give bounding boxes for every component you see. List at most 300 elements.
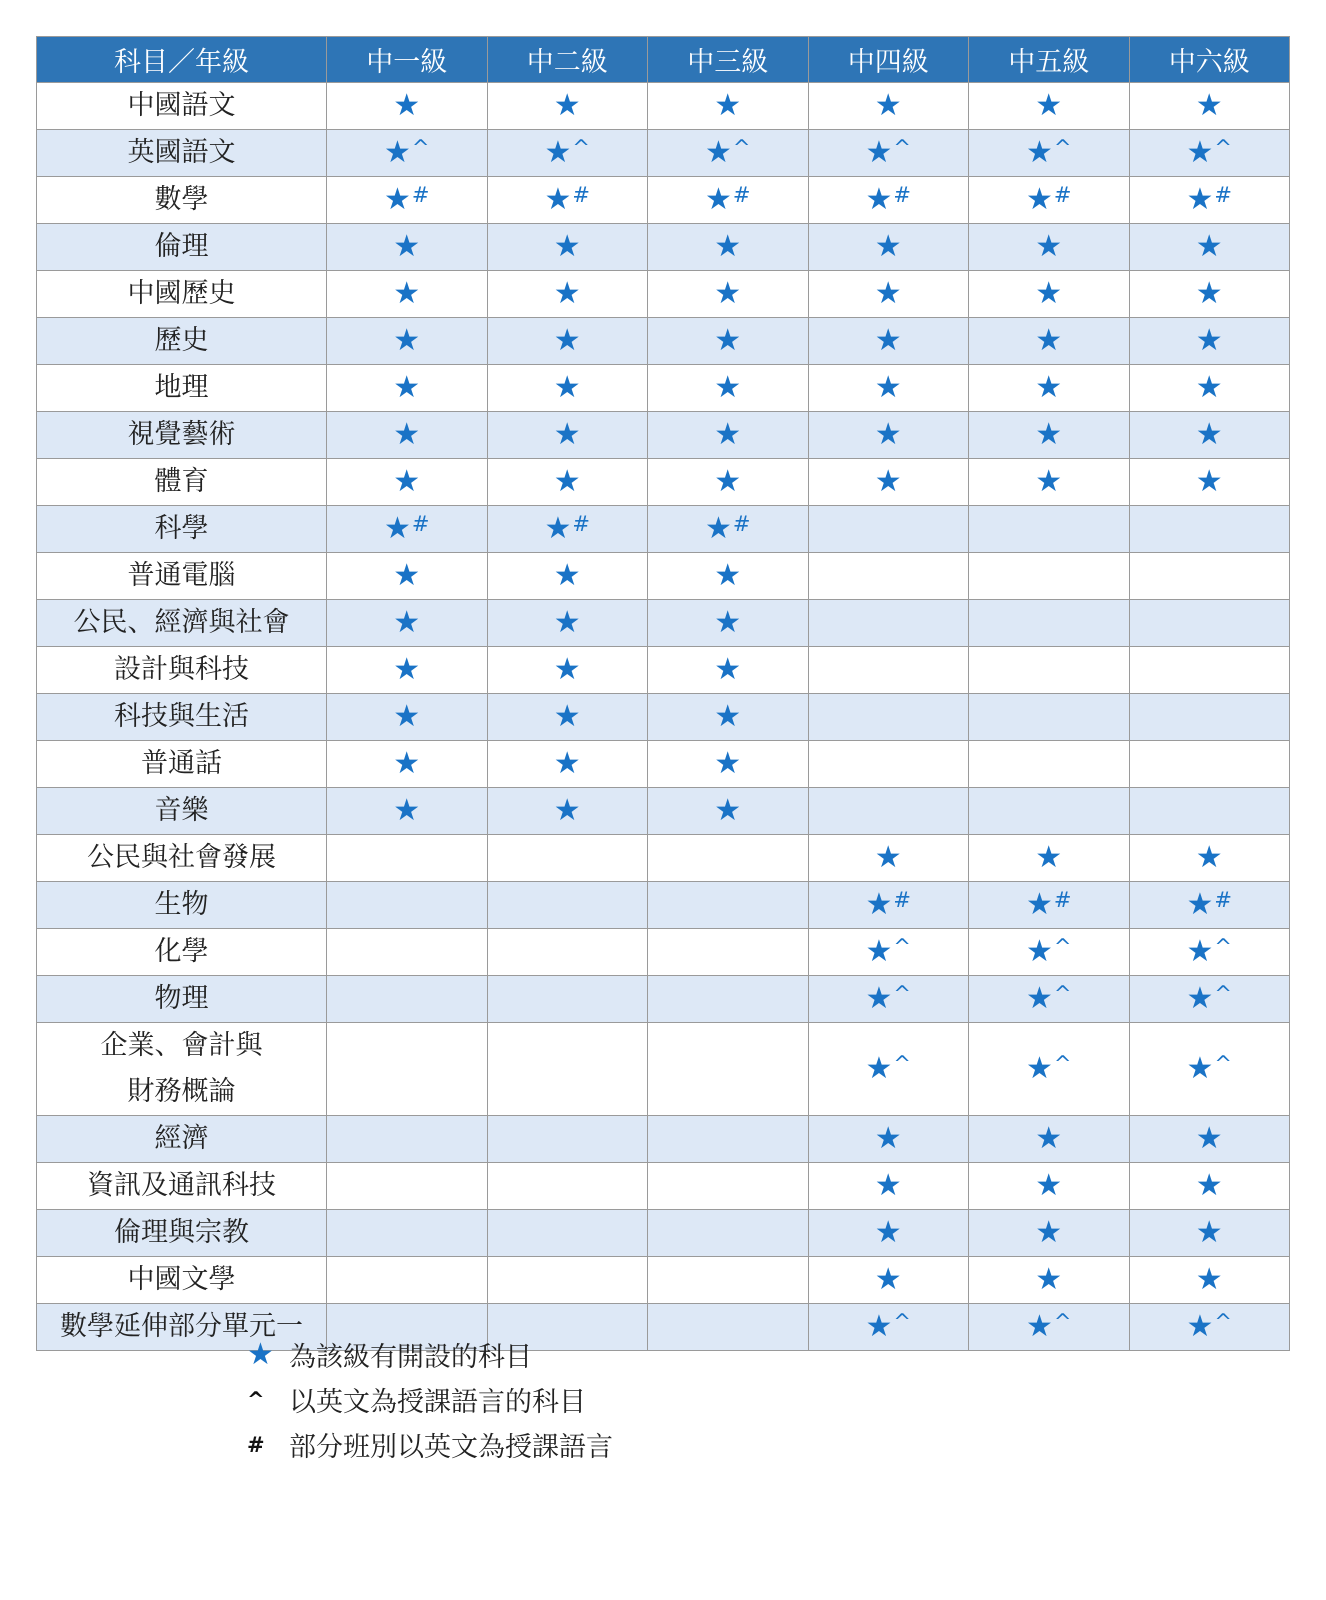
star-icon: ★ [1025,182,1053,217]
subject-name [37,741,327,788]
subject-name-line: 音樂 [154,795,209,826]
star-icon: ★ [865,1051,893,1086]
star-icon: ★ [704,182,732,217]
subject-name [37,83,327,130]
star-icon: ★ [393,699,421,734]
table-row [37,412,1290,459]
grade-cell-s1 [327,1210,488,1257]
grade-cell-s1 [327,1023,488,1116]
table-row [37,741,1290,788]
grade-cell-s5 [969,741,1130,788]
star-icon: ★ [1186,981,1214,1016]
star-icon: ★ [1035,1168,1063,1203]
grade-cell-s2 [487,1023,648,1116]
subject-name-line: 經濟 [154,1123,209,1154]
star-icon: ★ [714,370,742,405]
grade-cell-s3 [648,177,809,224]
star-icon: ★ [874,88,902,123]
table-row [37,835,1290,882]
grade-cell-s2 [487,976,648,1023]
grade-cell-s5 [969,459,1130,506]
star-icon: ★ [544,182,572,217]
subject-name [37,600,327,647]
subject-name-line: 科技與生活 [114,701,249,732]
subject-name-line: 設計與科技 [114,654,249,685]
grade-cell-s3 [648,1116,809,1163]
star-icon: ★ [553,464,581,499]
star-icon: ★ [393,229,421,264]
grade-cell-s1 [327,412,488,459]
grade-cell-s2 [487,1163,648,1210]
table-row [37,130,1290,177]
subject-name [37,929,327,976]
star-icon: ★ [1025,1309,1053,1344]
grade-cell-s1 [327,1116,488,1163]
star-icon: ★ [714,605,742,640]
subject-name-line: 企業、會計與 [100,1030,263,1061]
star-icon: ★ [553,88,581,123]
subject-name [37,130,327,177]
subject-name-line: 資訊及通訊科技 [87,1170,276,1201]
star-icon: ★ [1186,135,1214,170]
star-icon: ★ [865,887,893,922]
grade-cell-s2 [487,459,648,506]
grade-cell-s3 [648,365,809,412]
table-row [37,1023,1290,1116]
subject-name [37,224,327,271]
grade-cell-s6 [1129,1304,1290,1351]
grade-cell-s5 [969,600,1130,647]
grade-cell-s1 [327,976,488,1023]
star-icon: ★ [247,1337,274,1372]
partial-english-marker: # [732,183,751,207]
grade-cell-s3 [648,318,809,365]
grade-cell-s3 [648,1257,809,1304]
table-row [37,177,1290,224]
grade-cell-s5 [969,271,1130,318]
star-icon: ★ [553,699,581,734]
star-icon: ★ [1195,1215,1223,1250]
legend-item-offered [247,1332,613,1377]
star-icon: ★ [393,746,421,781]
grade-cell-s1 [327,271,488,318]
grade-cell-s1 [327,741,488,788]
grade-cell-s1 [327,1257,488,1304]
grade-cell-s2 [487,130,648,177]
table-row [37,1210,1290,1257]
grade-cell-s4 [808,600,969,647]
grade-cell-s3 [648,459,809,506]
star-icon: ★ [1195,417,1223,452]
partial-english-marker: # [732,512,751,536]
star-icon: ★ [874,1121,902,1156]
english-medium-marker: ^ [1053,136,1072,160]
grade-cell-s3 [648,553,809,600]
star-icon: ★ [1035,1262,1063,1297]
subject-name [37,882,327,929]
partial-english-marker: # [411,512,430,536]
star-icon: ★ [544,511,572,546]
grade-cell-s3 [648,83,809,130]
grade-cell-s3 [648,694,809,741]
grade-cell-s1 [327,459,488,506]
table-row [37,506,1290,553]
star-icon: ★ [1186,934,1214,969]
star-icon: ★ [1035,1215,1063,1250]
star-icon: ★ [1035,464,1063,499]
grade-cell-s2 [487,271,648,318]
star-icon: ★ [865,182,893,217]
table-row [37,318,1290,365]
grade-cell-s6 [1129,318,1290,365]
grade-cell-s1 [327,224,488,271]
legend-text-partial-english: 部分班別以英文為授課語言 [289,1432,613,1463]
subject-name [37,412,327,459]
partial-english-marker: # [572,512,590,536]
grade-cell-s5 [969,177,1130,224]
subject-name [37,459,327,506]
grade-cell-s5 [969,1163,1130,1210]
grade-cell-s6 [1129,1023,1290,1116]
grade-header-s1: 中一級 [327,37,488,83]
star-icon: ★ [865,934,893,969]
star-icon: ★ [874,276,902,311]
subject-name-line: 體育 [154,466,209,497]
grade-cell-s3 [648,788,809,835]
grade-cell-s4 [808,1304,969,1351]
grade-cell-s6 [1129,741,1290,788]
grade-cell-s5 [969,224,1130,271]
grade-cell-s4 [808,835,969,882]
partial-english-marker: # [572,183,590,207]
grade-cell-s2 [487,412,648,459]
star-icon: ★ [714,88,742,123]
grade-cell-s1 [327,882,488,929]
grade-cell-s1 [327,788,488,835]
star-icon: ★ [865,1309,893,1344]
grade-cell-s4 [808,976,969,1023]
english-medium-marker: ^ [893,136,911,160]
grade-cell-s5 [969,647,1130,694]
star-icon: ★ [393,323,421,358]
grade-cell-s6 [1129,553,1290,600]
table-row [37,1163,1290,1210]
star-icon: ★ [1186,1051,1214,1086]
star-icon: ★ [1186,182,1214,217]
star-icon: ★ [553,793,581,828]
star-icon: ★ [553,558,581,593]
grade-cell-s5 [969,929,1130,976]
star-icon: ★ [714,699,742,734]
star-icon: ★ [393,605,421,640]
subject-name-line: 中國文學 [127,1264,236,1295]
grade-cell-s4 [808,459,969,506]
english-medium-marker: ^ [893,1052,911,1076]
subject-name-line: 生物 [154,889,209,920]
subject-name [37,506,327,553]
star-icon: ★ [874,229,902,264]
grade-cell-s3 [648,882,809,929]
grade-cell-s4 [808,224,969,271]
grade-cell-s2 [487,741,648,788]
grade-cell-s5 [969,835,1130,882]
subject-name-line: 倫理與宗教 [114,1217,249,1248]
table-row [37,600,1290,647]
star-icon: ★ [714,276,742,311]
grade-cell-s4 [808,271,969,318]
grade-cell-s5 [969,83,1130,130]
subject-name-line: 中國歷史 [127,278,236,309]
grade-cell-s6 [1129,412,1290,459]
grade-cell-s3 [648,600,809,647]
star-icon: ★ [1195,229,1223,264]
table-row [37,788,1290,835]
english-medium-marker: ^ [893,1310,911,1334]
table-row [37,694,1290,741]
table-row [37,1304,1290,1351]
grade-cell-s1 [327,835,488,882]
star-icon: ★ [544,135,572,170]
english-medium-marker: ^ [411,136,430,160]
star-icon: ★ [714,323,742,358]
table-row [37,647,1290,694]
caret-symbol: ^ [247,1387,265,1412]
subject-name-line: 數學延伸部分單元一 [60,1311,303,1342]
grade-cell-s6 [1129,647,1290,694]
grade-cell-s1 [327,694,488,741]
star-icon: ★ [1025,135,1053,170]
grade-cell-s3 [648,929,809,976]
subject-name-line: 公民與社會發展 [87,842,276,873]
star-icon: ★ [865,981,893,1016]
star-icon: ★ [1195,1168,1223,1203]
star-icon: ★ [383,182,411,217]
grade-cell-s3 [648,1304,809,1351]
grade-cell-s6 [1129,365,1290,412]
grade-cell-s6 [1129,835,1290,882]
partial-english-marker: # [1053,888,1072,912]
partial-english-marker: # [893,183,911,207]
grade-cell-s5 [969,1304,1130,1351]
grade-cell-s6 [1129,224,1290,271]
star-icon: ★ [553,605,581,640]
star-icon: ★ [874,464,902,499]
subject-name [37,365,327,412]
grade-cell-s5 [969,1116,1130,1163]
star-icon: ★ [714,746,742,781]
grade-cell-s1 [327,553,488,600]
subject-name-line: 歷史 [154,325,209,356]
star-icon: ★ [1035,88,1063,123]
grade-cell-s1 [327,506,488,553]
grade-cell-s6 [1129,882,1290,929]
grade-cell-s4 [808,1210,969,1257]
grade-cell-s2 [487,553,648,600]
subject-name [37,694,327,741]
grade-cell-s4 [808,1023,969,1116]
table-row [37,459,1290,506]
subject-name-line: 物理 [154,983,209,1014]
grade-cell-s2 [487,1116,648,1163]
english-medium-marker: ^ [1214,935,1232,959]
header-row [37,37,1290,83]
grade-cell-s2 [487,1257,648,1304]
subject-name [37,271,327,318]
grade-cell-s4 [808,83,969,130]
star-icon: ★ [1035,1121,1063,1156]
grade-cell-s6 [1129,83,1290,130]
star-icon: ★ [714,652,742,687]
subject-name [37,976,327,1023]
subject-name-line: 倫理 [154,231,209,262]
grade-cell-s6 [1129,459,1290,506]
grade-cell-s6 [1129,1210,1290,1257]
star-icon: ★ [1195,464,1223,499]
star-icon: ★ [393,88,421,123]
grade-cell-s4 [808,1257,969,1304]
grade-cell-s4 [808,177,969,224]
grade-cell-s6 [1129,130,1290,177]
table-row [37,882,1290,929]
star-icon: ★ [874,323,902,358]
star-icon: ★ [874,1262,902,1297]
star-icon: ★ [1025,1051,1053,1086]
english-medium-marker: ^ [893,982,911,1006]
star-icon: ★ [704,511,732,546]
grade-cell-s2 [487,224,648,271]
table-row [37,365,1290,412]
grade-cell-s1 [327,130,488,177]
grade-cell-s2 [487,600,648,647]
grade-cell-s4 [808,318,969,365]
star-icon: ★ [874,1215,902,1250]
english-medium-marker: ^ [1053,1310,1072,1334]
star-icon: ★ [393,417,421,452]
grade-cell-s4 [808,412,969,459]
grade-cell-s2 [487,83,648,130]
grade-cell-s3 [648,1210,809,1257]
star-icon: ★ [1186,1309,1214,1344]
subject-name-line: 英國語文 [127,137,236,168]
grade-cell-s6 [1129,788,1290,835]
subject-name [37,1210,327,1257]
grade-cell-s2 [487,1210,648,1257]
grade-cell-s4 [808,647,969,694]
grade-cell-s5 [969,1210,1130,1257]
grade-cell-s1 [327,365,488,412]
star-icon: ★ [1035,370,1063,405]
star-icon: ★ [1035,323,1063,358]
grade-cell-s2 [487,929,648,976]
grade-cell-s6 [1129,1257,1290,1304]
star-icon: ★ [874,840,902,875]
legend-item-english [247,1377,613,1422]
grade-cell-s6 [1129,177,1290,224]
star-icon: ★ [704,135,732,170]
grade-cell-s4 [808,1116,969,1163]
grade-cell-s6 [1129,929,1290,976]
grade-cell-s2 [487,365,648,412]
grade-cell-s2 [487,647,648,694]
subject-name-line: 數學 [154,184,209,215]
grade-cell-s3 [648,1163,809,1210]
grade-cell-s4 [808,506,969,553]
grade-cell-s2 [487,882,648,929]
grade-cell-s5 [969,412,1130,459]
star-icon: ★ [553,323,581,358]
grade-cell-s6 [1129,271,1290,318]
grade-header-s4: 中四級 [808,37,969,83]
table-row [37,929,1290,976]
grade-cell-s2 [487,835,648,882]
grade-cell-s1 [327,177,488,224]
subject-name [37,788,327,835]
grade-cell-s3 [648,271,809,318]
grade-cell-s5 [969,882,1130,929]
grade-cell-s6 [1129,976,1290,1023]
star-icon: ★ [1035,276,1063,311]
english-medium-marker: ^ [732,136,751,160]
star-icon: ★ [714,229,742,264]
star-icon: ★ [393,558,421,593]
grade-cell-s3 [648,224,809,271]
star-icon: ★ [874,417,902,452]
star-icon: ★ [874,1168,902,1203]
grade-cell-s3 [648,976,809,1023]
star-icon: ★ [714,417,742,452]
table-row [37,271,1290,318]
star-icon: ★ [393,793,421,828]
grade-cell-s4 [808,929,969,976]
grade-cell-s3 [648,835,809,882]
grade-header-s6: 中六級 [1129,37,1290,83]
grade-cell-s4 [808,741,969,788]
subject-name [37,1023,327,1116]
english-medium-marker: ^ [1214,982,1232,1006]
grade-cell-s5 [969,365,1130,412]
grade-cell-s3 [648,1023,809,1116]
star-icon: ★ [1195,370,1223,405]
subject-name-line: 科學 [154,513,209,544]
star-icon: ★ [865,135,893,170]
grade-cell-s5 [969,694,1130,741]
subject-name [37,177,327,224]
star-icon: ★ [1195,1121,1223,1156]
star-icon: ★ [393,464,421,499]
english-medium-marker: ^ [1214,1310,1232,1334]
legend-item-partial-english [247,1422,613,1467]
grade-cell-s1 [327,83,488,130]
grade-cell-s4 [808,882,969,929]
subject-name [37,1163,327,1210]
grade-cell-s1 [327,647,488,694]
grade-cell-s5 [969,976,1130,1023]
subject-name-line: 地理 [154,372,209,403]
subject-name-line: 公民、經濟與社會 [73,607,290,638]
subject-name-line: 財務概論 [127,1076,236,1107]
grade-cell-s1 [327,929,488,976]
grade-cell-s6 [1129,506,1290,553]
star-icon: ★ [1025,887,1053,922]
english-medium-marker: ^ [1214,136,1232,160]
star-icon: ★ [874,370,902,405]
star-icon: ★ [714,464,742,499]
grade-cell-s2 [487,788,648,835]
grade-cell-s5 [969,1023,1130,1116]
star-icon: ★ [1195,88,1223,123]
table-row [37,83,1290,130]
grade-cell-s3 [648,647,809,694]
